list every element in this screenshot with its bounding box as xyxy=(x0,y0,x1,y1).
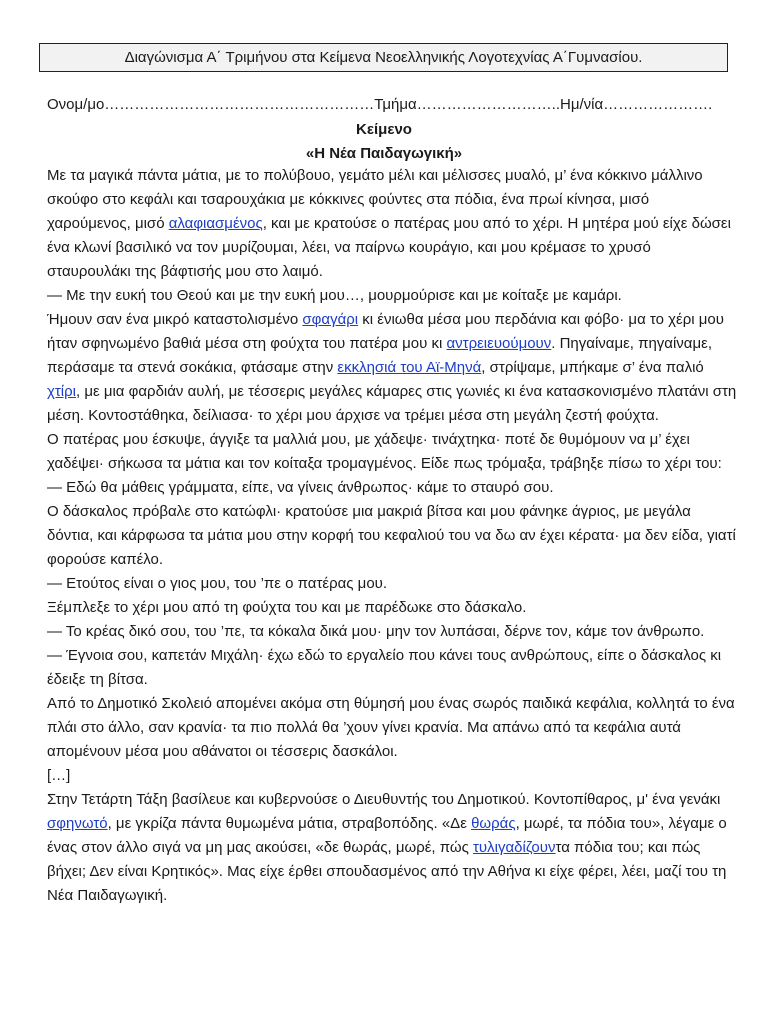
text-run: Στην Τετάρτη Τάξη βασίλευε και κυβερνούσε ο Διευθυντής του Δημοτικού. Κοντοπίθαρος, μ' ένα γενάκι xyxy=(47,791,721,808)
exam-title: Διαγώνισμα Α΄ Τριμήνου στα Κείμενα Νεοελληνικής Λογοτεχνίας Α΄Γυμνασίου. xyxy=(124,49,643,66)
glossary-link[interactable]: χτίρι xyxy=(47,383,76,400)
text-run: , με μια φαρδιάν αυλή, με τέσσερις μεγάλες κάμαρες στις γωνιές κι ένα κατασκονισμένο πλατάνι στη μέση. Κοντοστάθηκα, δείλιασα· το χέρι μου άρχισε να τρέμει μέσα στη μεγάλη ζεστή φούχτα. xyxy=(47,383,737,424)
text-run: Ήμουν σαν ένα μικρό καταστολισμένο xyxy=(47,311,303,328)
glossary-link[interactable]: σφαγάρι xyxy=(302,311,359,328)
glossary-link[interactable]: τυλιγαδίζουν xyxy=(473,839,556,856)
text-run: , μωρέ, τα πόδια του», λέγαμε ο ένας στον άλλο σιγά να μη μας ακούσει, «δε θωράς, μωρέ, πώς xyxy=(47,815,727,856)
story-text xyxy=(47,164,737,908)
paragraph xyxy=(47,500,737,572)
paragraph xyxy=(47,644,737,692)
glossary-link[interactable]: αλαφιασμένος xyxy=(168,215,263,232)
text-run: — Το κρέας δικό σου, του ’πε, τα κόκαλα δικά μου· μην τον λυπάσαι, δέρνε τον, κάμε τον άνθρωπο. xyxy=(47,623,705,640)
paragraph xyxy=(47,764,737,788)
text-run: κι ένιωθα μέσα μου περδάνια και φόβο· μα το χέρι μου ήταν σφηνωμένο βαθιά μέσα στη φούχτα του πατέρα μου κι xyxy=(47,311,724,352)
glossary-link[interactable]: σφηνωτό xyxy=(47,815,108,832)
student-info-line: Ονομ/μο………………………………………………Τμήμα………………………..Ημ/νία…………………. xyxy=(47,96,713,113)
paragraph xyxy=(47,572,737,596)
text-run: . Πηγαίναμε, πηγαίναμε, περάσαμε τα στενά σοκάκια, φτάσαμε στην xyxy=(47,335,712,376)
paragraph xyxy=(47,620,737,644)
paragraph xyxy=(47,596,737,620)
text-run: , στρίψαμε, μπήκαμε σ’ ένα παλιό xyxy=(481,359,704,376)
text-run: — Ετούτος είναι ο γιος μου, του ’πε ο πατέρας μου. xyxy=(47,575,388,592)
story-title: «Η Νέα Παιδαγωγική» xyxy=(305,145,463,162)
paragraph xyxy=(47,428,737,476)
text-run: Από το Δημοτικό Σκολειό απομένει ακόμα στη θύμησή μου ένας σωρός παιδικά κεφάλια, κολλητά το ένα πλάι στο άλλο, σαν κρανία· τα πιο πολλά θα ’χουν γίνει κρανία. Μα απάνω από τα κεφάλια αυτά απομένουν μέσα μου αθάνατοι οι τέσσερις δασκάλοι. xyxy=(47,695,735,760)
text-run: — Εδώ θα μάθεις γράμματα, είπε, να γίνεις άνθρωπος· κάμε το σταυρό σου. xyxy=(47,479,554,496)
glossary-link[interactable]: αντρειευούμουν xyxy=(446,335,552,352)
paragraph xyxy=(47,164,737,284)
text-run: Ξέμπλεξε το χέρι μου από τη φούχτα του και με παρέδωκε στο δάσκαλο. xyxy=(47,599,527,616)
glossary-link[interactable]: θωράς xyxy=(471,815,516,832)
text-run: Ο δάσκαλος πρόβαλε στο κατώφλι· κρατούσε μια μακριά βίτσα και μου φάνηκε άγριος, με μεγάλα δόντια, και κάρφωσα τα μάτια μου στην κορφή του κεφαλιού του να δω αν έχει κέρατα· μα δεν είδα, γιατί φορούσε καπέλο. xyxy=(47,503,736,568)
text-run: , με γκρίζα πάντα θυμωμένα μάτια, στραβοπόδης. «Δε xyxy=(107,815,472,832)
paragraph xyxy=(47,308,737,428)
paragraph xyxy=(47,692,737,764)
text-run: Με τα μαγικά πάντα μάτια, με το πολύβουο, γεμάτο μέλι και μέλισσες μυαλό, μ’ ένα κόκκινο μάλλινο σκούφο στο κεφάλι και τσαρουχάκια με κόκκινες φούντες στα πόδια, ένα πρωί κίνησα, μισό χαρούμενος, μισό xyxy=(47,167,703,232)
text-run: , και με κρατούσε ο πατέρας μου από το χέρι. Η μητέρα μού είχε δώσει ένα κλωνί βασιλικό να τον μυρίζουμαι, λέει, να παίρνω κουράγιο, και μου κρέμασε το χρυσό σταυρουλάκι της βάφτισής μου στο λαιμό. xyxy=(47,215,731,280)
section-heading: Κείμενο xyxy=(356,121,412,138)
text-run: τα πόδια του; και πώς βήχει; Δεν είναι Κρητικός». Μας είχε έρθει σπουδασμένος από την Αθήνα κι είχε φέρει, λέει, μαζί του τη Νέα Παιδαγωγική. xyxy=(47,839,727,904)
paragraph xyxy=(47,476,737,500)
text-run: […] xyxy=(47,767,71,784)
exam-title-box xyxy=(39,43,728,72)
paragraph xyxy=(47,284,737,308)
text-run: Ο πατέρας μου έσκυψε, άγγιξε τα μαλλιά μου, με χάδεψε· τινάχτηκα· ποτέ δε θυμόμουν να μ’ έχει χαδέψει· σήκωσα τα μάτια και τον κοίταξα τρομαγμένος. Είδε πως τρόμαξα, τράβηξε πίσω το χέρι του: xyxy=(47,431,722,472)
text-run: — Έγνοια σου, καπετάν Μιχάλη· έχω εδώ το εργαλείο που κάνει τους ανθρώπους, είπε ο δάσκαλος κι έδειξε τη βίτσα. xyxy=(47,647,722,688)
text-run: — Με την ευκή του Θεού και με την ευκή μου…, μουρμούρισε και με κοίταξε με καμάρι. xyxy=(47,287,622,304)
glossary-link[interactable]: εκκλησιά του Αϊ-Μηνά xyxy=(337,359,482,376)
paragraph xyxy=(47,788,737,908)
